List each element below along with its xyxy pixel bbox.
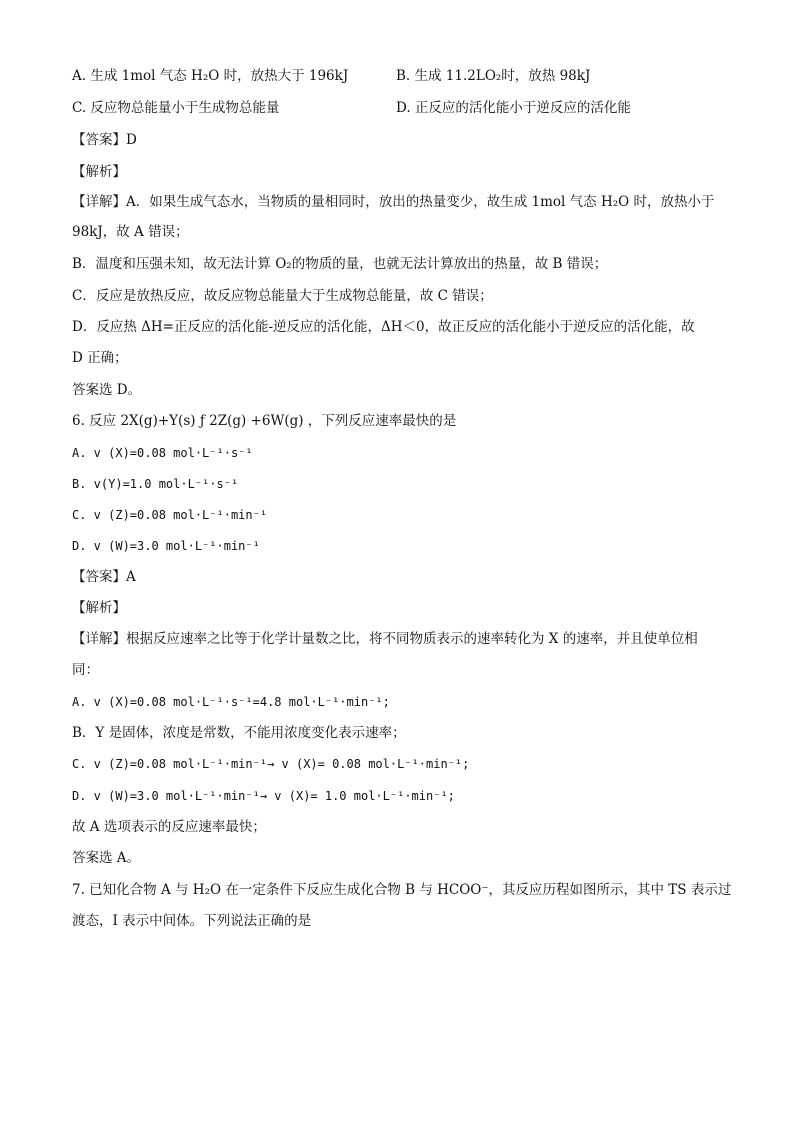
q6-detail-line2: 同： <box>72 662 99 678</box>
q5-conclusion: 答案选 D。 <box>72 382 142 398</box>
q5-answer: 【答案】D <box>72 132 137 148</box>
q6-detail-c: C. v (Z)=0.08 mol·L⁻¹·min⁻¹→ v (X)= 0.08 mol·L⁻¹·min⁻¹; <box>72 757 470 771</box>
q5-analysis-label: 【解析】 <box>72 164 126 180</box>
q6-option-a: A. v (X)=0.08 mol·L⁻¹·s⁻¹ <box>72 446 253 460</box>
q5-option-b: B. 生成 11.2LO₂时，放热 98kJ <box>396 68 591 84</box>
q6-detail-d: D. v (W)=3.0 mol·L⁻¹·min⁻¹→ v (X)= 1.0 mol·L⁻¹·min⁻¹; <box>72 789 455 803</box>
q6-answer: 【答案】A <box>72 569 136 585</box>
q5-detail-a-line1: 【详解】A．如果生成气态水，当物质的量相同时，放出的热量变少，故生成 1mol 气态 H₂O 时，放热小于 <box>72 194 715 210</box>
q6-option-c: C. v (Z)=0.08 mol·L⁻¹·min⁻¹ <box>72 508 268 522</box>
q5-detail-a-line2: 98kJ，故 A 错误； <box>72 224 189 240</box>
q6-detail-b: B．Y 是固体，浓度是常数，不能用浓度变化表示速率； <box>72 725 406 741</box>
q5-detail-c: C．反应是放热反应，故反应物总能量大于生成物总能量，故 C 错误； <box>72 288 493 304</box>
q6-stem: 6. 反应 2X(g)+Y(s) ƒ 2Z(g) +6W(g) ，下列反应速率最快的是 <box>72 413 457 429</box>
q6-analysis-label: 【解析】 <box>72 600 126 616</box>
q7-stem-line2: 渡态，I 表示中间体。下列说法正确的是 <box>72 913 312 929</box>
q5-option-a: A. 生成 1mol 气态 H₂O 时，放热大于 196kJ <box>72 68 349 84</box>
q6-detail-a: A. v (X)=0.08 mol·L⁻¹·s⁻¹=4.8 mol·L⁻¹·min⁻¹; <box>72 695 390 709</box>
q5-option-c: C. 反应物总能量小于生成物总能量 <box>72 100 280 116</box>
q6-option-b: B. v(Y)=1.0 mol·L⁻¹·s⁻¹ <box>72 477 239 491</box>
q5-detail-d-line2: D 正确； <box>72 350 128 366</box>
q6-conclusion: 答案选 A。 <box>72 850 141 866</box>
q5-detail-b: B．温度和压强未知，故无法计算 O₂的物质的量，也就无法计算放出的热量，故 B 错误； <box>72 256 608 272</box>
q6-option-d: D. v (W)=3.0 mol·L⁻¹·min⁻¹ <box>72 539 260 553</box>
q5-detail-d-line1: D．反应热 ΔH=正反应的活化能-逆反应的活化能，ΔH＜0，故正反应的活化能小于逆反应的活化能，故 <box>72 319 695 335</box>
q6-detail-summary: 故 A 选项表示的反应速率最快； <box>72 819 266 835</box>
q7-stem-line1: 7. 已知化合物 A 与 H₂O 在一定条件下反应生成化合物 B 与 HCOO⁻，其反应历程如图所示，其中 TS 表示过 <box>72 882 732 898</box>
q5-option-d: D. 正反应的活化能小于逆反应的活化能 <box>396 100 631 116</box>
q6-detail-line1: 【详解】根据反应速率之比等于化学计量数之比，将不同物质表示的速率转化为 X 的速率，并且使单位相 <box>72 631 698 647</box>
